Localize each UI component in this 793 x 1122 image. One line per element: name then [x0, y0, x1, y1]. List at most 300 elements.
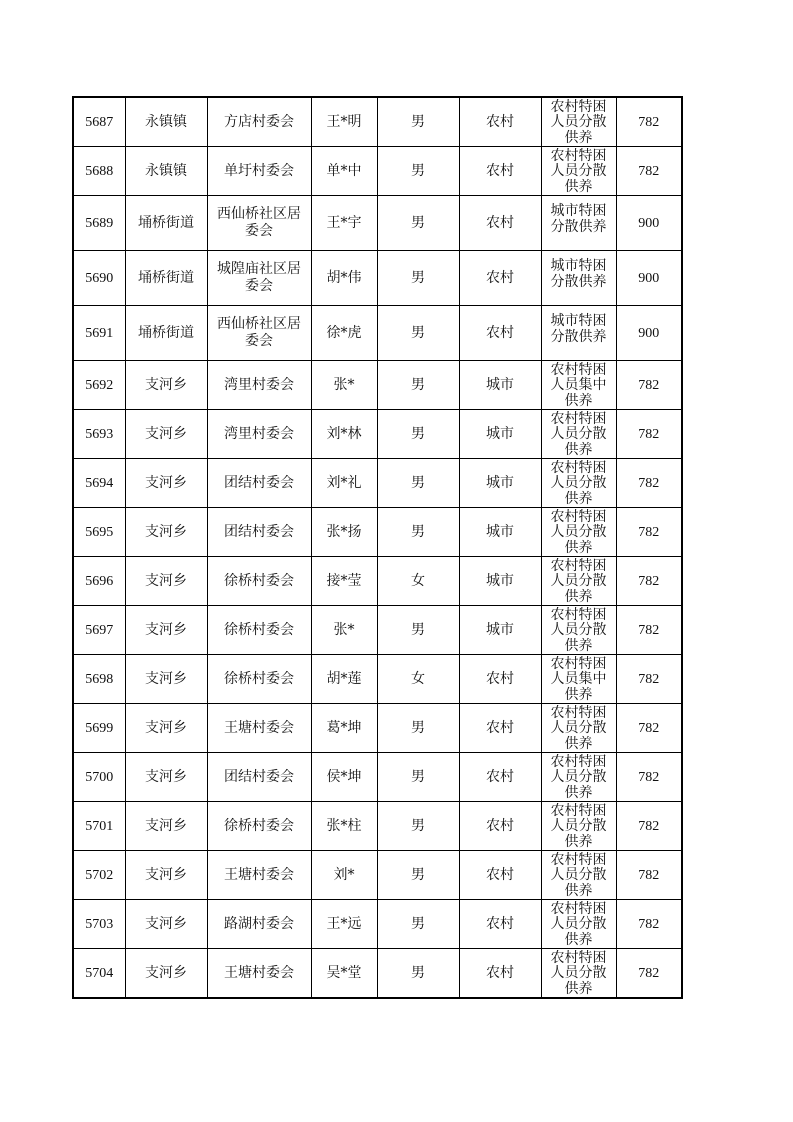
cell-gender — [377, 508, 459, 557]
cell-serial-number — [73, 508, 125, 557]
cell-gender-text: 男 — [411, 915, 425, 932]
cell-committee-text: 西仙桥社区居 委会 — [217, 206, 301, 239]
cell-gender — [377, 459, 459, 508]
cell-committee-text: 徐桥村委会 — [224, 621, 294, 638]
table-row — [73, 97, 682, 147]
cell-town — [125, 196, 207, 251]
cell-amount-text: 782 — [638, 475, 660, 491]
cell-gender-text: 男 — [411, 523, 425, 540]
cell-amount-text: 782 — [638, 377, 660, 393]
cell-amount — [616, 802, 682, 851]
cell-committee — [207, 802, 311, 851]
cell-amount — [616, 851, 682, 900]
cell-serial-number-text: 5704 — [85, 965, 114, 981]
cell-committee-text: 王塘村委会 — [224, 964, 294, 981]
cell-town-text: 支河乡 — [145, 474, 187, 491]
cell-committee-text: 徐桥村委会 — [224, 670, 294, 687]
cell-amount — [616, 361, 682, 410]
table-row — [73, 410, 682, 459]
cell-area — [459, 459, 541, 508]
cell-support-category — [541, 704, 616, 753]
cell-serial-number-text: 5695 — [85, 524, 114, 540]
cell-area — [459, 147, 541, 196]
cell-town-text: 支河乡 — [145, 376, 187, 393]
cell-gender-text: 男 — [411, 474, 425, 491]
cell-amount-text: 782 — [638, 916, 660, 932]
cell-name — [311, 900, 377, 949]
cell-support-category-text: 农村特困 人员集中 供养 — [550, 655, 607, 703]
cell-committee-text: 王塘村委会 — [224, 719, 294, 736]
cell-name-text: 张*柱 — [326, 817, 362, 834]
cell-town — [125, 306, 207, 361]
cell-serial-number — [73, 851, 125, 900]
cell-area-text: 城市 — [486, 523, 514, 540]
cell-town — [125, 704, 207, 753]
cell-committee-text: 王塘村委会 — [224, 866, 294, 883]
cell-area — [459, 196, 541, 251]
cell-name — [311, 753, 377, 802]
cell-area-text: 农村 — [486, 817, 514, 834]
cell-serial-number — [73, 949, 125, 999]
cell-serial-number-text: 5689 — [85, 215, 114, 231]
cell-serial-number-text: 5688 — [85, 163, 114, 179]
cell-gender-text: 男 — [411, 425, 425, 442]
cell-amount-text: 782 — [638, 671, 660, 687]
cell-area-text: 城市 — [486, 572, 514, 589]
cell-amount — [616, 410, 682, 459]
cell-gender — [377, 753, 459, 802]
cell-name — [311, 606, 377, 655]
cell-town — [125, 655, 207, 704]
cell-gender — [377, 97, 459, 147]
table-row — [73, 196, 682, 251]
cell-gender — [377, 704, 459, 753]
cell-area-text: 农村 — [486, 324, 514, 341]
cell-town-text: 支河乡 — [145, 817, 187, 834]
cell-gender-text: 男 — [411, 719, 425, 736]
cell-town — [125, 147, 207, 196]
cell-serial-number-text: 5694 — [85, 475, 114, 491]
cell-committee-text: 单圩村委会 — [224, 162, 294, 179]
cell-name-text: 张* — [333, 621, 355, 638]
cell-gender — [377, 949, 459, 999]
cell-gender-text: 男 — [411, 324, 425, 341]
cell-committee — [207, 97, 311, 147]
cell-name — [311, 851, 377, 900]
cell-town — [125, 949, 207, 999]
cell-support-category — [541, 251, 616, 306]
cell-town-text: 支河乡 — [145, 523, 187, 540]
roster-table — [72, 96, 683, 999]
cell-name — [311, 557, 377, 606]
cell-name-text: 刘*林 — [326, 425, 362, 442]
cell-gender-text: 男 — [411, 376, 425, 393]
cell-committee-text: 团结村委会 — [224, 768, 294, 785]
cell-gender — [377, 851, 459, 900]
cell-amount — [616, 557, 682, 606]
cell-name-text: 单*中 — [326, 162, 362, 179]
cell-area — [459, 851, 541, 900]
cell-amount — [616, 508, 682, 557]
cell-committee-text: 徐桥村委会 — [224, 572, 294, 589]
cell-town-text: 永镇镇 — [145, 162, 187, 179]
cell-gender — [377, 557, 459, 606]
cell-support-category — [541, 147, 616, 196]
cell-serial-number — [73, 196, 125, 251]
cell-area-text: 农村 — [486, 214, 514, 231]
cell-support-category — [541, 655, 616, 704]
cell-support-category-text: 城市特困 分散供养 — [550, 313, 607, 345]
cell-area — [459, 410, 541, 459]
cell-town-text: 埇桥街道 — [138, 269, 194, 286]
table-row — [73, 949, 682, 999]
cell-amount — [616, 97, 682, 147]
table-row — [73, 147, 682, 196]
cell-serial-number — [73, 557, 125, 606]
cell-area — [459, 655, 541, 704]
cell-serial-number — [73, 802, 125, 851]
cell-town — [125, 97, 207, 147]
cell-area — [459, 753, 541, 802]
cell-area-text: 农村 — [486, 162, 514, 179]
cell-amount-text: 782 — [638, 163, 660, 179]
cell-town — [125, 851, 207, 900]
cell-gender — [377, 306, 459, 361]
cell-support-category-text: 农村特困 人员分散 供养 — [550, 704, 607, 752]
cell-support-category-text: 农村特困 人员分散 供养 — [550, 508, 607, 556]
cell-support-category-text: 农村特困 人员分散 供养 — [550, 900, 607, 948]
cell-committee — [207, 361, 311, 410]
cell-support-category — [541, 900, 616, 949]
cell-area-text: 农村 — [486, 768, 514, 785]
cell-area — [459, 361, 541, 410]
cell-area — [459, 704, 541, 753]
cell-name — [311, 802, 377, 851]
cell-support-category — [541, 949, 616, 999]
cell-gender — [377, 802, 459, 851]
cell-support-category-text: 农村特困 人员分散 供养 — [550, 753, 607, 801]
cell-amount-text: 900 — [638, 325, 660, 341]
table-row — [73, 459, 682, 508]
cell-name — [311, 306, 377, 361]
cell-serial-number — [73, 655, 125, 704]
cell-serial-number — [73, 306, 125, 361]
cell-gender-text: 男 — [411, 866, 425, 883]
cell-support-category-text: 农村特困 人员分散 供养 — [550, 98, 607, 146]
cell-amount-text: 782 — [638, 573, 660, 589]
cell-name — [311, 361, 377, 410]
cell-name — [311, 147, 377, 196]
cell-serial-number-text: 5703 — [85, 916, 114, 932]
cell-amount — [616, 704, 682, 753]
cell-town — [125, 900, 207, 949]
cell-town-text: 埇桥街道 — [138, 324, 194, 341]
cell-area-text: 农村 — [486, 915, 514, 932]
cell-area — [459, 306, 541, 361]
cell-committee — [207, 900, 311, 949]
table-row — [73, 251, 682, 306]
cell-support-category — [541, 410, 616, 459]
cell-support-category-text: 城市特困 分散供养 — [550, 258, 607, 290]
cell-name-text: 张*扬 — [326, 523, 362, 540]
cell-name-text: 胡*伟 — [326, 269, 362, 286]
cell-serial-number-text: 5690 — [85, 270, 114, 286]
cell-committee-text: 团结村委会 — [224, 523, 294, 540]
cell-serial-number-text: 5687 — [85, 114, 114, 130]
cell-amount — [616, 459, 682, 508]
cell-amount-text: 900 — [638, 215, 660, 231]
cell-town-text: 支河乡 — [145, 621, 187, 638]
cell-support-category — [541, 508, 616, 557]
cell-committee — [207, 851, 311, 900]
cell-area — [459, 251, 541, 306]
cell-amount-text: 782 — [638, 114, 660, 130]
table-row — [73, 508, 682, 557]
cell-support-category — [541, 361, 616, 410]
cell-name-text: 张* — [333, 376, 355, 393]
roster-body — [73, 97, 682, 998]
cell-gender-text: 女 — [411, 670, 425, 687]
cell-gender-text: 男 — [411, 964, 425, 981]
cell-town-text: 支河乡 — [145, 915, 187, 932]
cell-area — [459, 508, 541, 557]
cell-committee — [207, 459, 311, 508]
cell-amount — [616, 753, 682, 802]
cell-area — [459, 949, 541, 999]
cell-name-text: 王*远 — [326, 915, 362, 932]
cell-support-category — [541, 196, 616, 251]
cell-name-text: 王*明 — [326, 113, 362, 130]
table-row — [73, 900, 682, 949]
cell-gender — [377, 410, 459, 459]
cell-serial-number — [73, 459, 125, 508]
table-row — [73, 606, 682, 655]
cell-town-text: 支河乡 — [145, 572, 187, 589]
cell-committee — [207, 251, 311, 306]
cell-serial-number — [73, 900, 125, 949]
cell-name — [311, 251, 377, 306]
cell-serial-number — [73, 147, 125, 196]
cell-gender-text: 男 — [411, 269, 425, 286]
cell-area-text: 农村 — [486, 113, 514, 130]
table-row — [73, 655, 682, 704]
cell-amount-text: 782 — [638, 720, 660, 736]
cell-gender — [377, 361, 459, 410]
cell-serial-number — [73, 606, 125, 655]
table-row — [73, 851, 682, 900]
cell-support-category-text: 农村特困 人员分散 供养 — [550, 802, 607, 850]
cell-support-category — [541, 459, 616, 508]
cell-amount — [616, 306, 682, 361]
cell-gender-text: 男 — [411, 162, 425, 179]
cell-serial-number-text: 5693 — [85, 426, 114, 442]
cell-support-category — [541, 753, 616, 802]
cell-committee — [207, 753, 311, 802]
cell-name-text: 徐*虎 — [326, 324, 362, 341]
cell-amount — [616, 900, 682, 949]
cell-name — [311, 97, 377, 147]
cell-serial-number-text: 5700 — [85, 769, 114, 785]
cell-amount-text: 782 — [638, 769, 660, 785]
cell-committee-text: 西仙桥社区居 委会 — [217, 316, 301, 349]
cell-name-text: 侯*坤 — [326, 768, 362, 785]
cell-area-text: 城市 — [486, 621, 514, 638]
cell-support-category-text: 农村特困 人员集中 供养 — [550, 361, 607, 409]
table-row — [73, 361, 682, 410]
cell-amount — [616, 147, 682, 196]
cell-town — [125, 459, 207, 508]
cell-amount-text: 900 — [638, 270, 660, 286]
cell-amount-text: 782 — [638, 622, 660, 638]
cell-support-category — [541, 851, 616, 900]
cell-committee-text: 湾里村委会 — [224, 376, 294, 393]
cell-committee — [207, 557, 311, 606]
cell-area-text: 农村 — [486, 670, 514, 687]
cell-town — [125, 753, 207, 802]
cell-area — [459, 900, 541, 949]
cell-serial-number-text: 5697 — [85, 622, 114, 638]
cell-town-text: 支河乡 — [145, 866, 187, 883]
cell-amount-text: 782 — [638, 524, 660, 540]
cell-committee-text: 湾里村委会 — [224, 425, 294, 442]
cell-gender — [377, 147, 459, 196]
cell-serial-number-text: 5692 — [85, 377, 114, 393]
cell-gender — [377, 900, 459, 949]
cell-town — [125, 508, 207, 557]
cell-town-text: 埇桥街道 — [138, 214, 194, 231]
cell-name-text: 王*宇 — [326, 214, 362, 231]
cell-serial-number — [73, 410, 125, 459]
cell-amount — [616, 196, 682, 251]
cell-town — [125, 410, 207, 459]
cell-committee-text: 方店村委会 — [224, 113, 294, 130]
cell-area-text: 农村 — [486, 719, 514, 736]
cell-serial-number-text: 5701 — [85, 818, 114, 834]
cell-support-category-text: 农村特困 人员分散 供养 — [550, 606, 607, 654]
cell-gender-text: 男 — [411, 621, 425, 638]
cell-name — [311, 655, 377, 704]
cell-name — [311, 196, 377, 251]
cell-gender-text: 男 — [411, 214, 425, 231]
cell-name-text: 胡*莲 — [326, 670, 362, 687]
cell-serial-number-text: 5699 — [85, 720, 114, 736]
cell-support-category-text: 农村特困 人员分散 供养 — [550, 410, 607, 458]
cell-amount — [616, 251, 682, 306]
cell-name-text: 刘* — [333, 866, 355, 883]
cell-gender-text: 男 — [411, 817, 425, 834]
cell-committee-text: 徐桥村委会 — [224, 817, 294, 834]
cell-amount-text: 782 — [638, 867, 660, 883]
cell-serial-number — [73, 361, 125, 410]
cell-serial-number-text: 5691 — [85, 325, 114, 341]
cell-area-text: 农村 — [486, 964, 514, 981]
cell-committee-text: 城隍庙社区居 委会 — [217, 261, 301, 294]
cell-name-text: 接*莹 — [326, 572, 362, 589]
cell-committee — [207, 704, 311, 753]
cell-name — [311, 459, 377, 508]
table-row — [73, 704, 682, 753]
cell-serial-number-text: 5696 — [85, 573, 114, 589]
cell-support-category — [541, 557, 616, 606]
cell-area-text: 城市 — [486, 474, 514, 491]
cell-serial-number — [73, 97, 125, 147]
cell-town-text: 支河乡 — [145, 768, 187, 785]
cell-town — [125, 802, 207, 851]
cell-town — [125, 251, 207, 306]
cell-committee — [207, 508, 311, 557]
table-row — [73, 306, 682, 361]
cell-committee — [207, 410, 311, 459]
cell-name — [311, 508, 377, 557]
cell-committee — [207, 606, 311, 655]
cell-town-text: 永镇镇 — [145, 113, 187, 130]
cell-support-category-text: 农村特困 人员分散 供养 — [550, 851, 607, 899]
cell-amount-text: 782 — [638, 818, 660, 834]
cell-gender-text: 男 — [411, 768, 425, 785]
cell-amount — [616, 949, 682, 999]
cell-serial-number-text: 5702 — [85, 867, 114, 883]
cell-town — [125, 557, 207, 606]
cell-town-text: 支河乡 — [145, 425, 187, 442]
cell-area-text: 农村 — [486, 866, 514, 883]
cell-support-category-text: 农村特困 人员分散 供养 — [550, 147, 607, 195]
cell-gender-text: 女 — [411, 572, 425, 589]
table-row — [73, 557, 682, 606]
cell-town — [125, 606, 207, 655]
cell-name — [311, 949, 377, 999]
cell-gender-text: 男 — [411, 113, 425, 130]
cell-area — [459, 97, 541, 147]
cell-committee — [207, 147, 311, 196]
cell-amount-text: 782 — [638, 965, 660, 981]
cell-support-category — [541, 606, 616, 655]
cell-support-category — [541, 802, 616, 851]
cell-support-category-text: 农村特困 人员分散 供养 — [550, 459, 607, 507]
cell-support-category — [541, 306, 616, 361]
cell-amount — [616, 655, 682, 704]
cell-town-text: 支河乡 — [145, 719, 187, 736]
cell-serial-number — [73, 704, 125, 753]
cell-committee — [207, 949, 311, 999]
cell-amount — [616, 606, 682, 655]
cell-name-text: 吴*堂 — [326, 964, 362, 981]
cell-committee — [207, 306, 311, 361]
cell-area-text: 农村 — [486, 269, 514, 286]
cell-area-text: 城市 — [486, 425, 514, 442]
cell-committee-text: 路湖村委会 — [224, 915, 294, 932]
cell-serial-number — [73, 251, 125, 306]
cell-gender — [377, 606, 459, 655]
cell-town-text: 支河乡 — [145, 670, 187, 687]
cell-support-category-text: 农村特困 人员分散 供养 — [550, 949, 607, 997]
cell-committee-text: 团结村委会 — [224, 474, 294, 491]
cell-gender — [377, 251, 459, 306]
cell-gender — [377, 196, 459, 251]
table-row — [73, 753, 682, 802]
cell-town-text: 支河乡 — [145, 964, 187, 981]
cell-name — [311, 704, 377, 753]
cell-area-text: 城市 — [486, 376, 514, 393]
cell-area — [459, 557, 541, 606]
cell-support-category-text: 城市特困 分散供养 — [550, 203, 607, 235]
cell-gender — [377, 655, 459, 704]
cell-amount-text: 782 — [638, 426, 660, 442]
cell-area — [459, 606, 541, 655]
cell-name — [311, 410, 377, 459]
cell-serial-number-text: 5698 — [85, 671, 114, 687]
cell-support-category — [541, 97, 616, 147]
cell-town — [125, 361, 207, 410]
